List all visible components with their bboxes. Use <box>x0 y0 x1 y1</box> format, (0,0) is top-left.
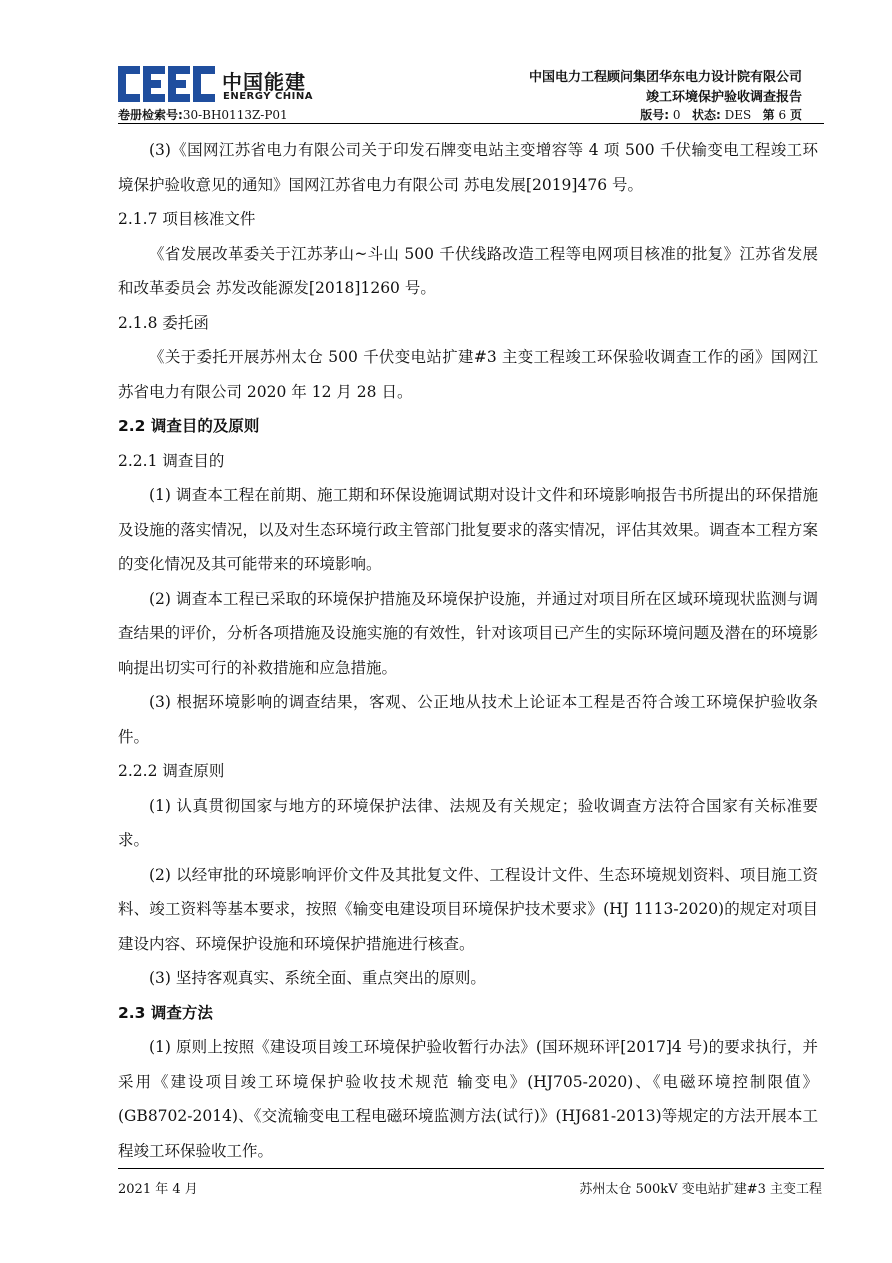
status-value: DES <box>724 108 752 122</box>
paragraph: (3) 坚持客观真实、系统全面、重点突出的原则。 <box>149 969 486 987</box>
company-logo <box>118 64 318 104</box>
report-title: 竣工环境保护验收调查报告 <box>645 90 802 105</box>
footer-date: 2021 年 4 月 <box>118 1182 198 1197</box>
page-suffix: 页 <box>789 108 802 122</box>
section-heading: 2.3 调查方法 <box>118 1003 213 1022</box>
page-number: 6 <box>778 108 787 122</box>
paragraph: (2) 调查本工程已采取的环境保护措施及环境保护设施，并通过对项目所在区域环境现状监测与调查结果的评价，分析各项措施及设施实施的有效性，针对该项目已产生的实际环境问题及潜在的环境影响提出切实可行的补救措施和应急措施。 <box>118 589 818 677</box>
page-prefix: 第 <box>762 108 775 122</box>
paragraph: (3) 根据环境影响的调查结果，客观、公正地从技术上论证本工程是否符合竣工环境保护验收条件。 <box>118 693 818 746</box>
logo-english-name: ENERGY CHINA <box>223 91 313 102</box>
archive-label: 卷册检索号: <box>118 108 183 122</box>
archive-value: 30-BH0113Z-P01 <box>182 108 288 122</box>
ceec-logo-icon <box>118 66 216 102</box>
paragraph: (1) 认真贯彻国家与地方的环境保护法律、法规及有关规定；验收调查方法符合国家有关标准要求。 <box>118 796 818 849</box>
paragraph: 《省发展改革委关于江苏茅山~斗山 500 千伏线路改造工程等电网项目核准的批复》江苏省发展和改革委员会 苏发改能源发[2018]1260 号。 <box>118 244 818 297</box>
section-heading: 2.2 调查目的及原则 <box>118 417 260 435</box>
document-meta <box>640 106 802 123</box>
version-value: 0 <box>672 108 681 122</box>
archive-number <box>118 106 288 123</box>
header-divider <box>118 123 824 124</box>
paragraph: (1) 调查本工程在前期、施工期和环保设施调试期对设计文件和环境影响报告书所提出的环保措施及设施的落实情况，以及对生态环境行政主管部门批复要求的落实情况，评估其效果。调查本工程方案的变化情况及其可能带来的环境影响。 <box>118 486 818 573</box>
page-header <box>118 60 824 124</box>
paragraph: (1) 原则上按照《建设项目竣工环境保护验收暂行办法》(国环规环评[2017]4 号)的要求执行，并采用《建设项目竣工环境保护验收技术规范 输变电》(HJ705-2020)、《电磁环境控制限值》(GB8702-2014)、《交流输变电工程电磁环境监测方法(试行)》(HJ681-2013)等规定的方法开展本工程竣工环保验收工作。 <box>118 1038 818 1160</box>
status-label: 状态: <box>691 108 721 122</box>
company-name: 中国电力工程顾问集团华东电力设计院有限公司 <box>528 70 802 85</box>
paragraph: 《关于委托开展苏州太仓 500 千伏变电站扩建#3 主变工程竣工环保验收调查工作的函》国网江苏省电力有限公司 2020 年 12 月 28 日。 <box>118 348 818 401</box>
subsection-heading: 2.2.2 调查原则 <box>118 762 225 780</box>
document-body <box>118 133 818 1168</box>
footer-project-name: 苏州太仓 500kV 变电站扩建#3 主变工程 <box>579 1182 822 1197</box>
logo-chinese-name: 中国能建 <box>222 70 306 94</box>
paragraph: (3)《国网江苏省电力有限公司关于印发石牌变电站主变增容等 4 项 500 千伏输变电工程竣工环境保护验收意见的通知》国网江苏省电力有限公司 苏电发展[2019]476 号。 <box>118 141 818 194</box>
subsection-heading: 2.1.8 委托函 <box>118 313 209 332</box>
subsection-heading: 2.2.1 调查目的 <box>118 451 225 470</box>
subsection-heading: 2.1.7 项目核准文件 <box>118 210 256 228</box>
version-label: 版号: <box>640 108 670 122</box>
footer-divider <box>118 1168 824 1169</box>
paragraph: (2) 以经审批的环境影响评价文件及其批复文件、工程设计文件、生态环境规划资料、项目施工资料、竣工资料等基本要求，按照《输变电建设项目环境保护技术要求》(HJ 1113-2020)的规定对项目建设内容、环境保护设施和环境保护措施进行核查。 <box>118 865 818 953</box>
